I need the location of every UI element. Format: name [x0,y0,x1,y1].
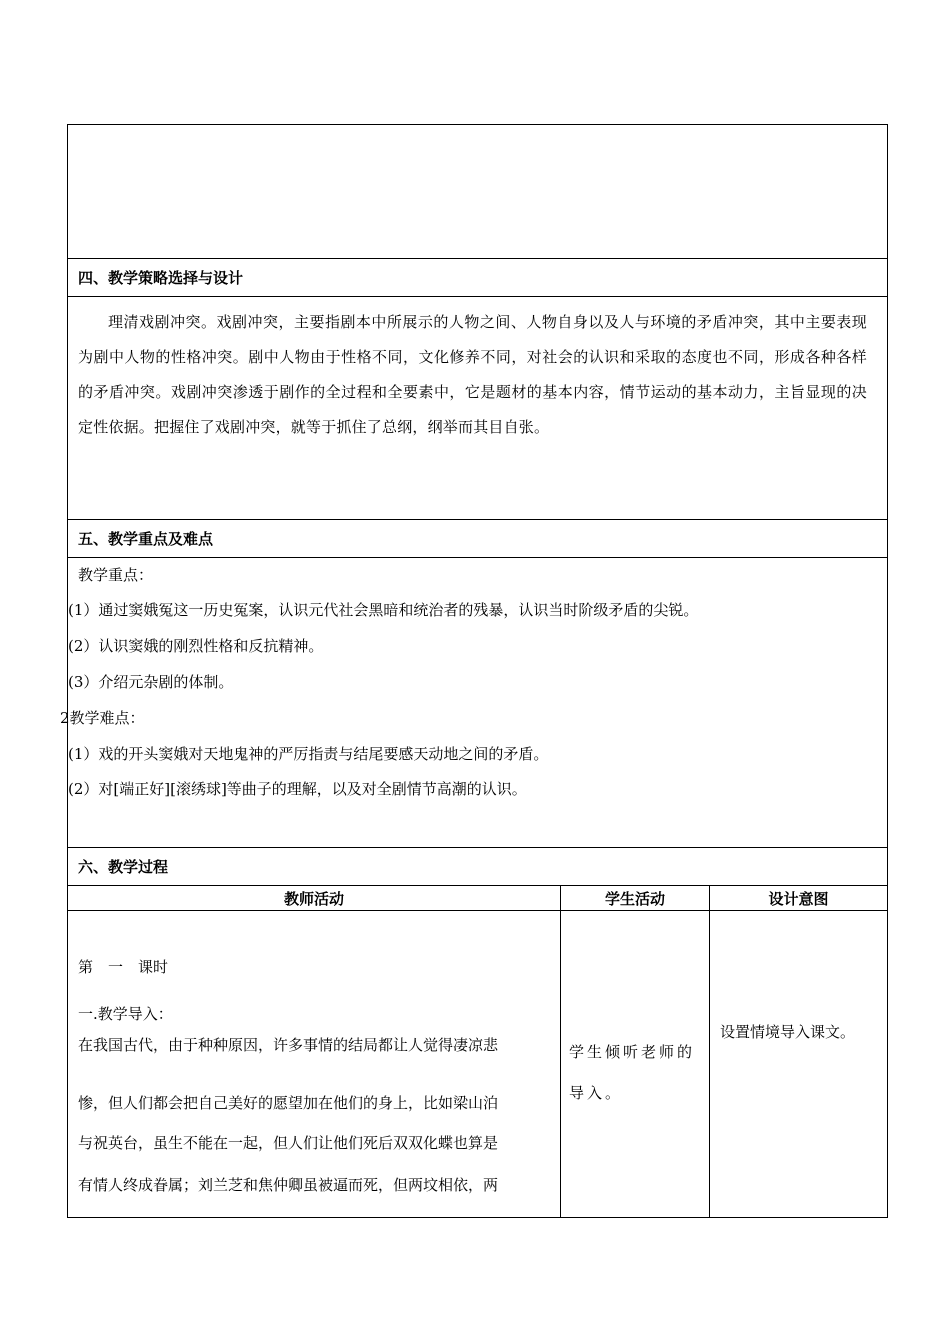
empty-cell [68,125,888,259]
design-intent-text: 设置情境导入课文。 [720,1023,856,1041]
column-header-student: 学生活动 [561,886,710,911]
intro-line-1: 在我国古代，由于种种原因，许多事情的结局都让人觉得凄凉悲 [78,1036,499,1054]
lesson-number: 第 一 课时 [78,958,169,976]
teacher-activity-cell [68,911,561,1218]
key-point-2: (2）认识窦娥的刚烈性格和反抗精神。 [68,637,324,655]
column-header-teacher: 教师活动 [68,886,561,911]
student-activity-cell [561,911,710,1218]
difficult-points-label: 2教学难点： [60,709,145,727]
difficult-point-2: (2）对[端正好][滚绣球]等曲子的理解，以及对全剧情节高潮的认识。 [68,780,527,798]
section-5-title: 五、教学重点及难点 [68,520,888,558]
section-6-title: 六、教学过程 [68,848,888,886]
difficult-point-1: (1）戏的开头窦娥对天地鬼神的严厉指责与结尾要感天动地之间的矛盾。 [68,745,549,763]
column-header-design: 设计意图 [710,886,888,911]
strategy-paragraph: 理清戏剧冲突。戏剧冲突，主要指剧本中所展示的人物之间、人物自身以及人与环境的矛盾冲突，其中主要表现为剧中人物的性格冲突。剧中人物由于性格不同，文化修养不同，对社会的认识和采取的态度也不同，形成各种各样的矛盾冲突。戏剧冲突渗透于剧作的全过程和全要素中，它是题材的基本内容，情节运动的基本动力，主旨显现的决定性依据。把握住了戏剧冲突，就等于抓住了总纲，纲举而其目自张。 [78,313,868,436]
student-line-2: 导入。 [569,1084,624,1102]
section-4-title: 四、教学策略选择与设计 [68,259,888,297]
student-line-1: 学生倾听老师的 [569,1043,696,1061]
intro-heading: 一.教学导入： [78,1005,173,1023]
key-points-cell [60,558,888,848]
key-points-label: 教学重点： [78,566,154,584]
intro-line-2: 惨，但人们都会把自己美好的愿望加在他们的身上，比如梁山泊 [78,1094,499,1112]
strategy-cell [68,297,888,520]
intro-line-3: 与祝英台，虽生不能在一起，但人们让他们死后双双化蝶也算是 [78,1134,499,1152]
key-point-1: (1）通过窦娥冤这一历史冤案，认识元代社会黑暗和统治者的残暴，认识当时阶级矛盾的尖锐。 [68,601,699,619]
key-point-3: (3）介绍元杂剧的体制。 [68,673,234,691]
lesson-plan-table [60,124,888,1218]
design-intent-cell [710,911,888,1218]
intro-line-4: 有情人终成眷属；刘兰芝和焦仲卿虽被逼而死，但两坟相依，两 [78,1176,499,1194]
